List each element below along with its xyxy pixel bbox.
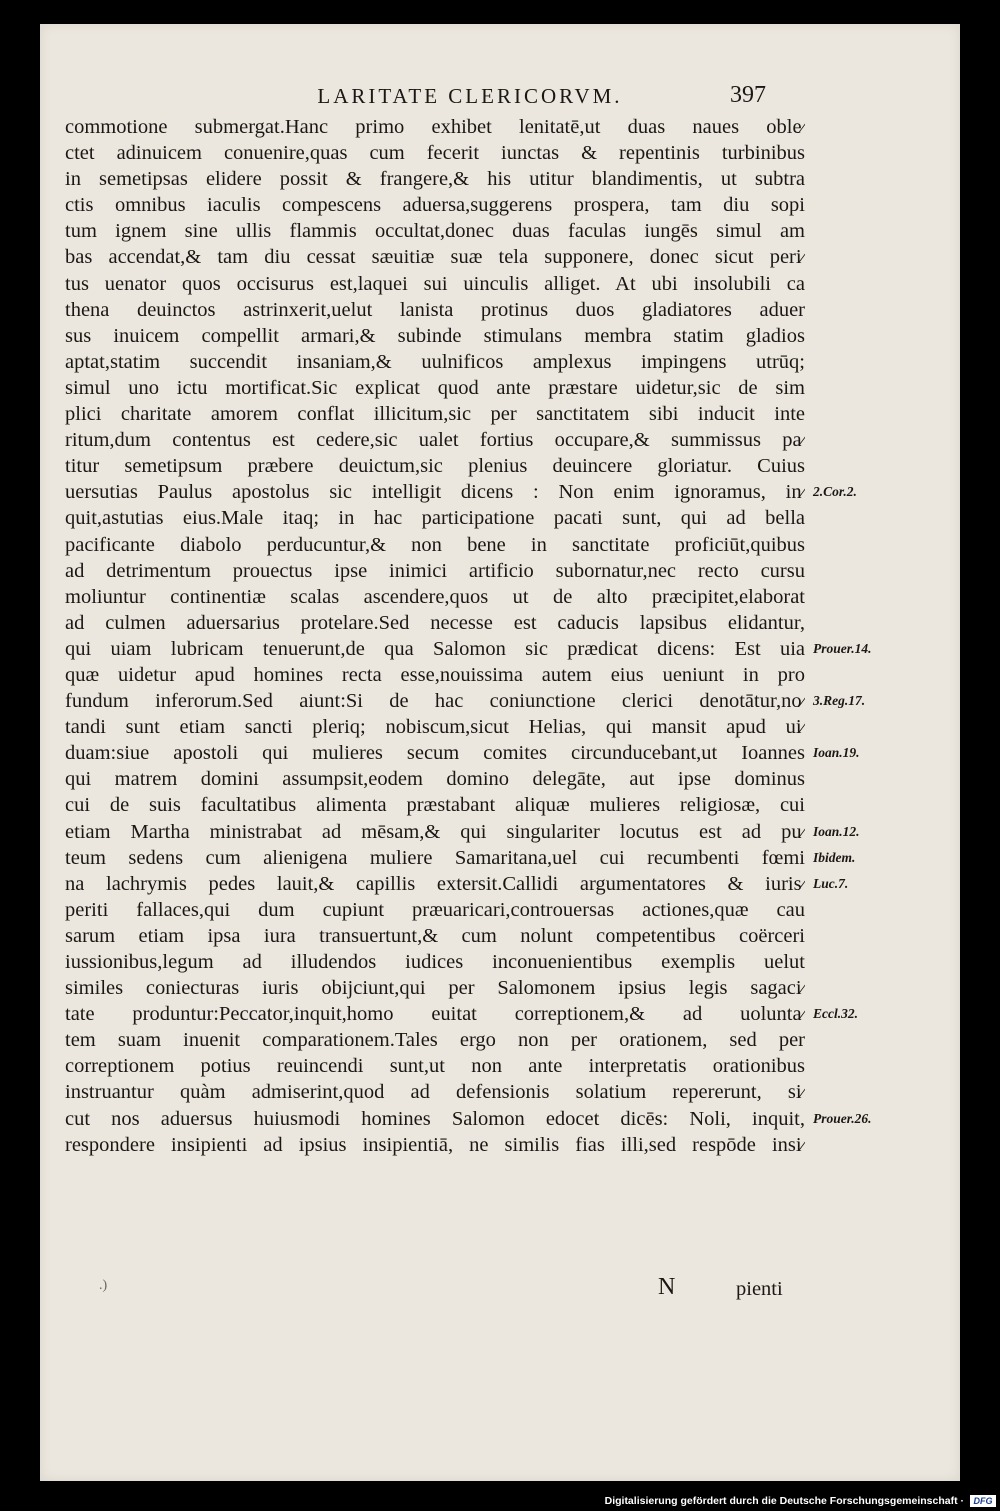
text-line: tandi sunt etiam sancti pleriq; nobiscum,sicut Helias, qui mansit apud ui⁄ bbox=[65, 716, 805, 739]
text-line: sus inuicem compellit armari,& subinde stimulans membra statim gladios bbox=[65, 324, 805, 347]
text-line: qui matrem domini assumpsit,eodem domino delegāte, aut ipse dominus bbox=[65, 768, 805, 791]
text-line: ad detrimentum prouectus ipse inimici artificio subornatur,nec recto cursu bbox=[65, 559, 805, 582]
margin-note: Eccl.32. bbox=[813, 1006, 858, 1022]
text-line: duam:siue apostoli qui mulieres secum comites circunducebant,ut Ioannes bbox=[65, 742, 805, 765]
text-line: aptat,statim succendit insaniam,& uulnificos amplexus impingens utrūq; bbox=[65, 350, 805, 373]
text-line: plici charitate amorem conflat illicitum,sic per sanctitatem sibi inducit inte bbox=[65, 403, 805, 426]
text-line: respondere insipienti ad ipsius insipientiā, ne similis fias illi,sed respōde insi⁄ bbox=[65, 1133, 805, 1156]
text-line: thena deuinctos astrinxerit,uelut lanista protinus duos gladiatores aduer bbox=[65, 298, 805, 321]
book-page bbox=[40, 24, 960, 1481]
catchword: pienti bbox=[736, 1278, 783, 1300]
text-line: quit,astutias eius.Male itaq; in hac participatione pacati sunt, qui ad bella bbox=[65, 507, 805, 530]
text-line: titur semetipsum præbere deuictum,sic plenius deuincere gloriatur. Cuius bbox=[65, 455, 805, 478]
margin-note: Luc.7. bbox=[813, 875, 849, 891]
text-line: uersutias Paulus apostolus sic intelligit dicens : Non enim ignoramus, in⁄ bbox=[65, 481, 805, 504]
text-line: fundum inferorum.Sed aiunt:Si de hac coniunctione clerici denotātur,no⁄ bbox=[65, 690, 805, 713]
text-line: pacificante diabolo perducuntur,& non bene in sanctitate proficiūt,quibus bbox=[65, 533, 805, 556]
text-line: sarum etiam ipsa iura transuertunt,& cum nolunt competentibus coërceri bbox=[65, 924, 805, 947]
text-line: in semetipsas elidere possit & frangere,& his utitur blandimentis, ut subtra bbox=[65, 168, 805, 191]
dfg-logo: DFG bbox=[970, 1495, 996, 1507]
running-title: LARITATE CLERICORVM. bbox=[317, 84, 623, 108]
text-lines bbox=[65, 114, 805, 1158]
credit-bar bbox=[0, 1492, 1000, 1511]
text-line: tem suam inuenit comparationem.Tales ergo non per orationem, sed per bbox=[65, 1029, 805, 1052]
text-line: instruantur quàm admiserint,quod ad defensionis solatium repererunt, si⁄ bbox=[65, 1081, 805, 1104]
margin-note: Ioan.12. bbox=[813, 823, 860, 839]
text-line: ctet adinuicem conuenire,quas cum fecerit iunctas & repentinis turbinibus bbox=[65, 142, 805, 165]
signature-mark: N bbox=[658, 1274, 676, 1300]
margin-note: Ibidem. bbox=[813, 849, 856, 865]
ink-smudge: .) bbox=[99, 1278, 108, 1293]
text-line: qui uiam lubricam tenuerunt,de qua Salomon sic prædicat dicens: Est uia bbox=[65, 637, 805, 660]
funding-credit: Digitalisierung gefördert durch die Deutsche Forschungsgemeinschaft · bbox=[604, 1495, 964, 1507]
text-line: na lachrymis pedes lauit,& capillis extersit.Callidi argumentatores & iuris⁄ bbox=[65, 872, 805, 895]
margin-note: Ioan.19. bbox=[813, 745, 860, 761]
text-line: tate produntur:Peccator,inquit,homo euitat correptionem,& ad uolunta⁄ bbox=[65, 1003, 805, 1026]
text-line: similes coniecturas iuris obijciunt,qui per Salomonem ipsius legis sagaci⁄ bbox=[65, 977, 805, 1000]
text-line: cut nos aduersus huiusmodi homines Salomon edocet dicēs: Noli, inquit, bbox=[65, 1107, 805, 1130]
margin-note: 2.Cor.2. bbox=[813, 484, 857, 500]
text-line: tus uenator quos occisurus est,laquei sui uinculis alliget. At ubi insolubili ca bbox=[65, 272, 805, 295]
text-line: etiam Martha ministrabat ad mēsam,& qui singulariter locutus est ad pu⁄ bbox=[65, 820, 805, 843]
margin-note: 3.Reg.17. bbox=[813, 693, 866, 709]
text-line: ctis omnibus iaculis compescens aduersa,suggerens prospera, tam diu sopi bbox=[65, 194, 805, 217]
text-line: cui de suis facultatibus alimenta præstabant aliquæ mulieres religiosæ, cui bbox=[65, 794, 805, 817]
text-line: simul uno ictu mortificat.Sic explicat quod ante præstare uidetur,sic de sim bbox=[65, 376, 805, 399]
text-line: quæ uidetur apud homines recta esse,nouissima autem eius ueniunt in pro bbox=[65, 663, 805, 686]
text-line: moliuntur continentiæ scalas ascendere,quos ut de alto præcipitet,elaborat bbox=[65, 585, 805, 608]
text-line: commotione submergat.Hanc primo exhibet lenitatē,ut duas naues oble⁄ bbox=[65, 116, 805, 138]
body-text bbox=[65, 114, 872, 1158]
text-line: correptionem potius reuincendi sunt,ut non ante interpretatis orationibus bbox=[65, 1055, 805, 1078]
margin-note: Prouer.14. bbox=[813, 641, 872, 656]
text-line: ad culmen aduersarius protelare.Sed necesse est caducis lapsibus elidantur, bbox=[65, 611, 805, 634]
margin-note: Prouer.26. bbox=[813, 1110, 872, 1126]
text-line: ritum,dum contentus est cedere,sic ualet fortius occupare,& summissus pa⁄ bbox=[65, 429, 805, 452]
text-line: tum ignem sine ullis flammis occultat,donec duas faculas iungēs simul am bbox=[65, 220, 805, 243]
page-foot bbox=[65, 1276, 805, 1304]
text-line: teum sedens cum alienigena muliere Samaritana,uel cui recumbenti fœmi bbox=[65, 846, 805, 869]
text-line: periti fallaces,qui dum cupiunt præuaricari,controuersas actiones,quæ cau bbox=[65, 898, 805, 921]
text-line: bas accendat,& tam diu cessat sæuitiæ suæ tela supponere, donec sicut peri⁄ bbox=[65, 246, 805, 269]
text-line: iussionibus,legum ad illudendos iudices inconuenientibus exemplis uelut bbox=[65, 951, 805, 973]
page-number: 397 bbox=[730, 82, 766, 108]
